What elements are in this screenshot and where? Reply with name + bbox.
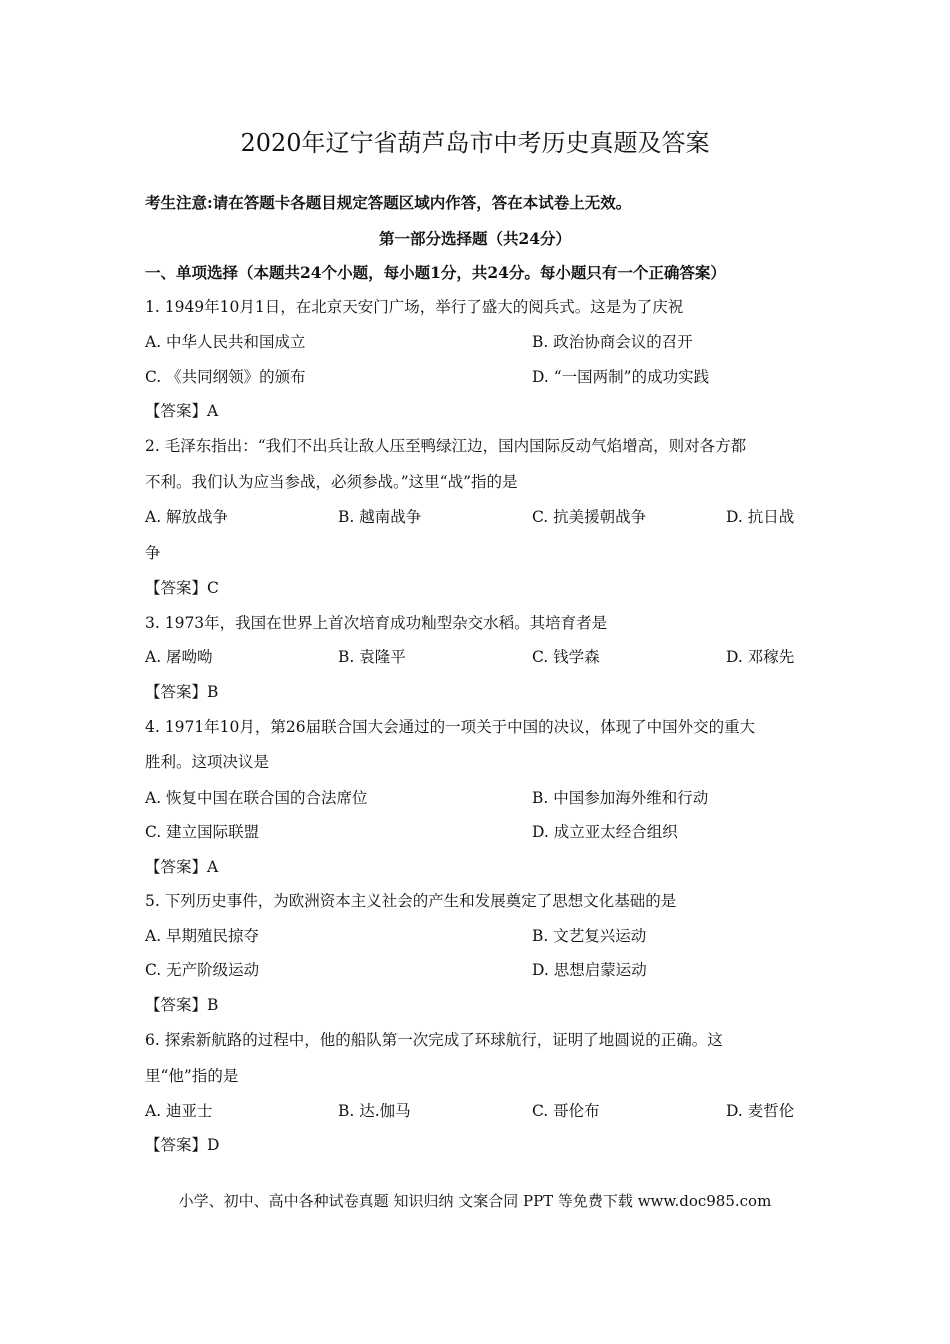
question-1-option-a: A. 中华人民共和国成立 bbox=[145, 333, 306, 351]
question-2-answer: 【答案】C bbox=[145, 579, 219, 597]
question-2-stem-line-2: 不利。我们认为应当参战，必须参战。”这里“战”指的是 bbox=[145, 473, 518, 491]
question-2-option-c: C. 抗美援朝战争 bbox=[532, 508, 647, 526]
question-3-answer: 【答案】B bbox=[145, 683, 219, 701]
page-footer: 小学、初中、高中各种试卷真题 知识归纳 文案合同 PPT 等免费下载 www.doc985.com bbox=[178, 1192, 772, 1210]
question-2-option-d: D. 抗日战 bbox=[726, 508, 795, 526]
question-3-option-c: C. 钱学森 bbox=[532, 648, 600, 666]
question-1-option-d: D. “一国两制”的成功实践 bbox=[532, 368, 710, 386]
question-1-stem: 1. 1949年10月1日，在北京天安门广场，举行了盛大的阅兵式。这是为了庆祝 bbox=[145, 298, 684, 316]
question-1-option-b: B. 政治协商会议的召开 bbox=[532, 333, 693, 351]
question-4-stem-line-1: 4. 1971年10月，第26届联合国大会通过的一项关于中国的决议，体现了中国外交的重大 bbox=[145, 718, 756, 736]
question-2-option-d-wrap: 争 bbox=[145, 544, 161, 562]
question-3-option-d: D. 邓稼先 bbox=[726, 648, 795, 666]
question-5-stem: 5. 下列历史事件，为欧洲资本主义社会的产生和发展奠定了思想文化基础的是 bbox=[145, 892, 677, 910]
question-6-answer: 【答案】D bbox=[145, 1136, 220, 1154]
question-1-answer: 【答案】A bbox=[145, 402, 219, 420]
question-6-option-a: A. 迪亚士 bbox=[145, 1102, 213, 1120]
question-4-option-d: D. 成立亚太经合组织 bbox=[532, 823, 678, 841]
question-6-option-b: B. 达.伽马 bbox=[338, 1102, 411, 1120]
question-4-option-b: B. 中国参加海外维和行动 bbox=[532, 789, 709, 807]
question-1-option-c: C. 《共同纲领》的颁布 bbox=[145, 368, 306, 386]
question-5-option-c: C. 无产阶级运动 bbox=[145, 961, 260, 979]
question-6-option-c: C. 哥伦布 bbox=[532, 1102, 600, 1120]
part-heading: 第一部分选择题（共24分） bbox=[378, 229, 572, 248]
question-4-option-c: C. 建立国际联盟 bbox=[145, 823, 260, 841]
question-2-stem-line-1: 2. 毛泽东指出：“我们不出兵让敌人压至鸭绿江边，国内国际反动气焰增高，则对各方都 bbox=[145, 437, 747, 455]
document-title: 2020年辽宁省葫芦岛市中考历史真题及答案 bbox=[240, 129, 710, 157]
question-5-option-b: B. 文艺复兴运动 bbox=[532, 927, 647, 945]
question-2-option-b: B. 越南战争 bbox=[338, 508, 422, 526]
question-4-stem-line-2: 胜利。这项决议是 bbox=[145, 753, 270, 771]
question-6-option-d: D. 麦哲伦 bbox=[726, 1102, 795, 1120]
question-4-answer: 【答案】A bbox=[145, 858, 219, 876]
question-5-option-a: A. 早期殖民掠夺 bbox=[145, 927, 260, 945]
question-3-option-a: A. 屠呦呦 bbox=[145, 648, 213, 666]
question-5-answer: 【答案】B bbox=[145, 996, 219, 1014]
question-2-option-a: A. 解放战争 bbox=[145, 508, 229, 526]
exam-notice: 考生注意:请在答题卡各题目规定答题区域内作答，答在本试卷上无效。 bbox=[145, 193, 632, 212]
section-heading: 一、单项选择（本题共24个小题，每小题1分，共24分。每小题只有一个正确答案） bbox=[145, 263, 726, 282]
question-5-option-d: D. 思想启蒙运动 bbox=[532, 961, 647, 979]
question-3-stem: 3. 1973年，我国在世界上首次培育成功籼型杂交水稻。其培育者是 bbox=[145, 614, 608, 632]
question-3-option-b: B. 袁隆平 bbox=[338, 648, 406, 666]
question-4-option-a: A. 恢复中国在联合国的合法席位 bbox=[145, 789, 368, 807]
question-6-stem-line-1: 6. 探索新航路的过程中，他的船队第一次完成了环球航行，证明了地圆说的正确。这 bbox=[145, 1031, 723, 1049]
question-6-stem-line-2: 里“他”指的是 bbox=[145, 1067, 239, 1085]
